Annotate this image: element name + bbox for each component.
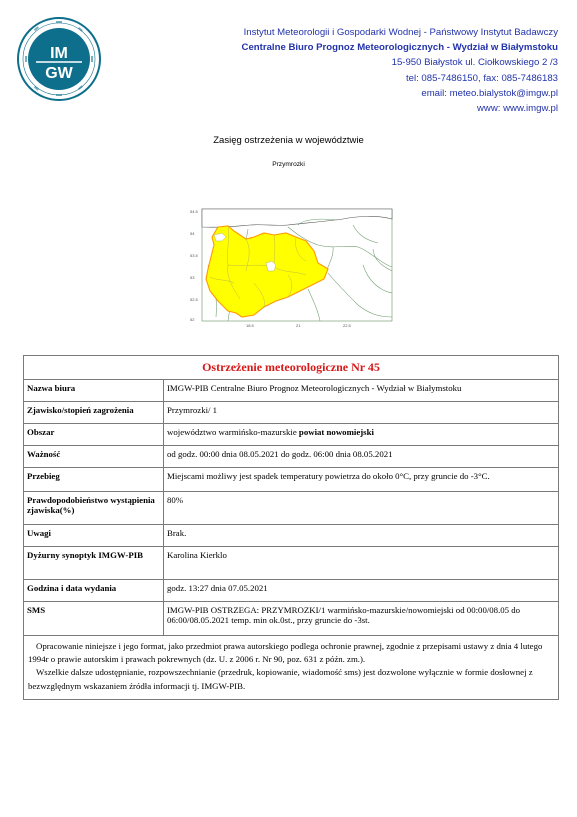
row-value: od godz. 00:00 dnia 08.05.2021 do godz. 06:00 dnia 08.05.2021 (164, 446, 559, 468)
table-row (24, 468, 559, 492)
row-label: Obszar (24, 424, 164, 446)
svg-text:54.5: 54.5 (190, 209, 198, 214)
svg-text:21: 21 (296, 323, 301, 328)
table-row (24, 380, 559, 402)
row-label: Godzina i data wydania (24, 580, 164, 602)
svg-text:53: 53 (190, 275, 195, 280)
svg-text:18.5: 18.5 (246, 323, 254, 328)
warning-heading: Ostrzeżenie meteorologiczne Nr 45 (24, 356, 559, 380)
header-email: email: meteo.bialystok@imgw.pl (421, 87, 558, 99)
svg-text:52: 52 (190, 317, 195, 322)
row-value: Przymrozki/ 1 (164, 402, 559, 424)
row-value: godz. 13:27 dnia 07.05.2021 (164, 580, 559, 602)
table-row (24, 446, 559, 468)
row-value: 80% (164, 492, 559, 525)
table-row (24, 402, 559, 424)
header-address: 15-950 Białystok ul. Ciołkowskiego 2 /3 (391, 57, 558, 69)
warning-map (188, 205, 403, 330)
imgw-logo (16, 16, 102, 102)
redistribution-text: Wszelkie dalsze udostępnianie, rozpowszechnianie (przedruk, kopiowanie, wiadomość sms) jest dozwolone wyłącznie w formie dosłownej z bezwzględnym wskazaniem źródła informacji tj. IMGW-PIB. (28, 667, 533, 691)
row-label: SMS (24, 602, 164, 636)
warning-table (23, 355, 559, 700)
header-www: www: www.imgw.pl (476, 103, 558, 115)
row-value: Brak. (164, 525, 559, 547)
area-voivodeship: województwo warmińsko-mazurskie (167, 427, 299, 437)
svg-text:54: 54 (190, 231, 195, 236)
table-row (24, 424, 559, 446)
copyright-notice (24, 636, 559, 700)
row-value (164, 424, 559, 446)
svg-text:53.5: 53.5 (190, 253, 198, 258)
svg-text:22.5: 22.5 (343, 323, 351, 328)
header-phone: tel: 085-7486150, fax: 085-7486183 (405, 72, 558, 84)
logo-text-bottom: GW (45, 65, 73, 82)
table-row (24, 580, 559, 602)
header-line-2: Centralne Biuro Prognoz Meteorologicznych - Wydział w Białymstoku (241, 42, 558, 54)
table-row (24, 547, 559, 580)
row-value: IMGW-PIB OSTRZEGA: PRZYMROZKI/1 warmińsko-mazurskie/nowomiejski od 00:00/08.05 do 06:00/08.05.2021 temp. min ok.0st., przy gruncie do -3st. (164, 602, 559, 636)
institution-header (242, 25, 558, 116)
document-subtitle: Przymrozki (272, 161, 305, 168)
logo-text-top: IM (50, 45, 68, 62)
copyright-text: Opracowanie niniejsze i jego format, jako przedmiot prawa autorskiego podlega ochronie prawnej, zgodnie z przepisami ustawy z dnia 4 lutego 1994r o prawie autorskim i prawach pokrewnych (dz. U. z 2006 r. Nr 90, poz. 631 z późn. zm.). (28, 641, 543, 665)
header-line-1: Instytut Meteorologii i Gospodarki Wodnej - Państwowy Instytut Badawczy (243, 27, 558, 38)
row-label: Prawdopodobieństwo wystąpienia zjawiska(%) (24, 492, 164, 525)
table-row (24, 492, 559, 525)
row-label: Zjawisko/stopień zagrożenia (24, 402, 164, 424)
row-label: Nazwa biura (24, 380, 164, 402)
table-row (24, 602, 559, 636)
row-value: Karolina Kierklo (164, 547, 559, 580)
area-county: powiat nowomiejski (298, 427, 374, 437)
row-value: Miejscami możliwy jest spadek temperatury powietrza do około 0°C, przy gruncie do -3°C. (164, 468, 559, 492)
document-title: Zasięg ostrzeżenia w województwie (213, 135, 364, 146)
row-label: Dyżurny synoptyk IMGW-PIB (24, 547, 164, 580)
svg-text:52.5: 52.5 (190, 297, 198, 302)
row-label: Ważność (24, 446, 164, 468)
row-label: Uwagi (24, 525, 164, 547)
table-row (24, 525, 559, 547)
row-value: IMGW-PIB Centralne Biuro Prognoz Meteorologicznych - Wydział w Białymstoku (164, 380, 559, 402)
row-label: Przebieg (24, 468, 164, 492)
